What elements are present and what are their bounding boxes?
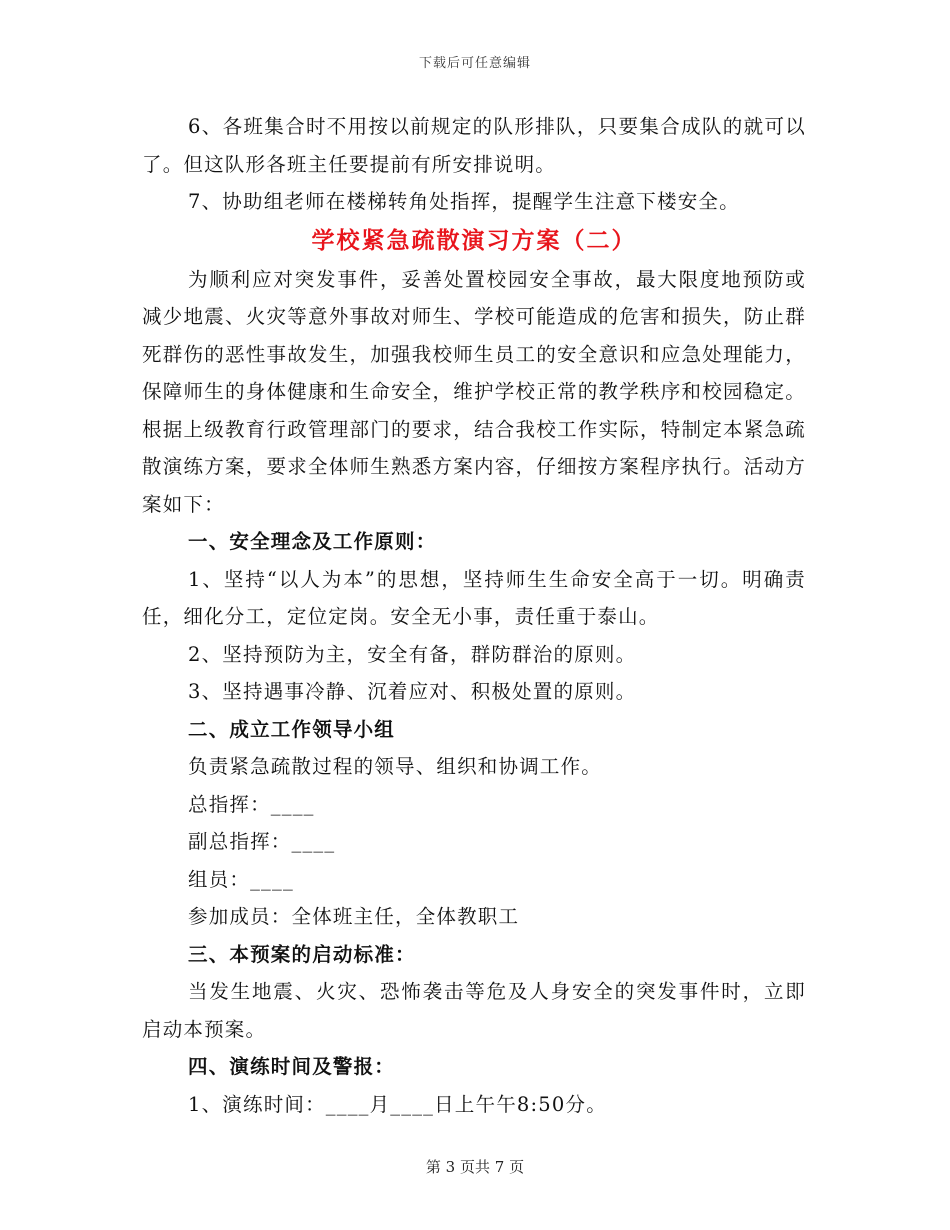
paragraph-item-6: 6、各班集合时不用按以前规定的队形排队，只要集合成队的就可以了。但这队形各班主任要提前有所安排说明。 — [142, 115, 806, 176]
deputy-commander-line: 副总指挥：____ — [188, 830, 336, 853]
heading-activation-standard: 三、本预案的启动标准： — [188, 942, 416, 966]
heading-leadership-group: 二、成立工作领导小组 — [188, 717, 396, 741]
members-line: 组员：____ — [188, 867, 294, 891]
drill-time-line: 1、演练时间：____月____日上午午8:50分。 — [188, 1092, 607, 1116]
participants-line: 参加成员：全体班主任，全体教职工 — [188, 905, 520, 928]
principle-3: 3、坚持遇事冷静、沉着应对、积极处置的原则。 — [188, 680, 637, 703]
section-title: 学校紧急疏散演习方案（二） — [311, 226, 637, 254]
intro-paragraph: 为顺利应对突发事件，妥善处置校园安全事故，最大限度地预防或减少地震、火灾等意外事故对师生、学校可能造成的危害和损失，防止群死群伤的恶性事故发生，加强我校师生员工的安全意识和应急处理能力，保障师生的身体健康和生命安全，维护学校正常的教学秩序和校园稳定。根据上级教育行政管理部门的要求，结合我校工作实际，特制定本紧急疏散演练方案，要求全体师生熟悉方案内容，仔细按方案程序执行。活动方案如下： — [142, 267, 806, 516]
paragraph-item-7: 7、协助组老师在楼梯转角处指挥，提醒学生注意下楼安全。 — [188, 190, 740, 213]
activation-standard-text: 当发生地震、火灾、恐怖袭击等危及人身安全的突发事件时，立即启动本预案。 — [142, 980, 806, 1041]
page-header: 下载后可任意编辑 — [418, 56, 531, 71]
heading-principles: 一、安全理念及工作原则： — [188, 530, 437, 553]
page-footer: 第 3 页共 7 页 — [425, 1158, 525, 1176]
leadership-duty: 负责紧急疏散过程的领导、组织和协调工作。 — [188, 755, 603, 778]
chief-commander-line: 总指挥：____ — [188, 792, 315, 816]
principle-1: 1、坚持“以人为本”的思想，坚持师生生命安全高于一切。明确责任，细化分工，定位定岗。安全无小事，责任重于泰山。 — [142, 567, 806, 628]
heading-drill-time: 四、演练时间及警报： — [188, 1055, 396, 1078]
principle-2: 2、坚持预防为主，安全有备，群防群治的原则。 — [188, 642, 637, 666]
document-body — [142, 108, 806, 1123]
